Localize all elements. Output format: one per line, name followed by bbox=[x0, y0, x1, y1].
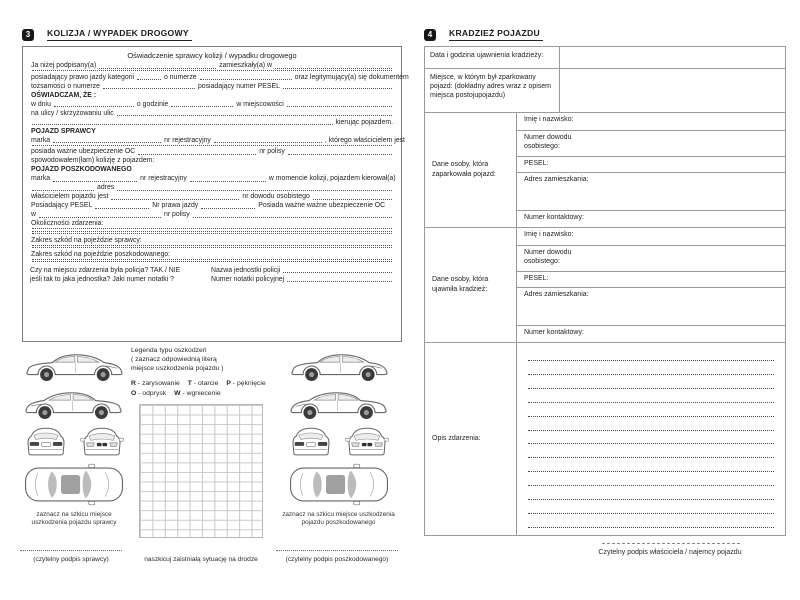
dotted-fill bbox=[53, 142, 161, 143]
car-rear-icon bbox=[23, 424, 69, 460]
legend-intro-line: ( zaznacz odpowiednią literą bbox=[131, 355, 217, 363]
form-text: oraz legitymujący(a) się dokumentem bbox=[294, 73, 409, 81]
form-text: o numerze bbox=[164, 73, 197, 81]
victim-cars-caption: zaznacz na szkicu miejsce uszkodzenia pojazdu poszkodowanego bbox=[282, 511, 395, 527]
dotted-fill bbox=[32, 124, 333, 125]
dotted-fill bbox=[214, 142, 322, 143]
form-text: tożsamości o numerze bbox=[31, 82, 100, 90]
damage-code-letter: O bbox=[131, 389, 137, 397]
dotted-fill bbox=[193, 217, 392, 218]
car-front-icon bbox=[344, 424, 390, 460]
row-value-cell bbox=[560, 69, 785, 112]
form-text: posiadający numer PESEL bbox=[197, 82, 280, 90]
dotted-fill bbox=[99, 68, 216, 69]
row-label: Data i godzina ujawnienia kradzieży: bbox=[425, 47, 560, 68]
person-field-row bbox=[517, 228, 785, 246]
form-line bbox=[30, 192, 394, 201]
person-field-label: Imię i nazwisko: bbox=[524, 116, 574, 123]
form-line bbox=[30, 165, 394, 174]
damage-code-letter: W bbox=[174, 389, 181, 397]
collision-statement-box bbox=[22, 46, 409, 342]
description-label: Opis zdarzenia: bbox=[425, 343, 517, 535]
form-line bbox=[30, 109, 394, 118]
police-field bbox=[210, 266, 394, 275]
dotted-fill bbox=[138, 154, 256, 155]
section-number-badge: 3 bbox=[22, 29, 34, 41]
damage-code bbox=[131, 380, 180, 387]
police-field-label: Nazwa jednostki policji bbox=[211, 266, 281, 274]
row-value-cell bbox=[560, 47, 785, 68]
person-group-label: Dane osoby, która ujawniła kradzież: bbox=[425, 228, 517, 342]
dotted-fill bbox=[32, 233, 392, 234]
description-dotted-line bbox=[528, 390, 774, 403]
perpetrator-signature-line bbox=[20, 550, 122, 551]
form-text: nr rejestracyjny bbox=[140, 175, 187, 182]
theft-section-header bbox=[424, 28, 543, 41]
dotted-fill bbox=[287, 281, 392, 282]
dotted-fill bbox=[103, 88, 195, 89]
legend-code-line bbox=[131, 379, 271, 388]
legend-intro bbox=[131, 347, 271, 373]
form-text: marka bbox=[31, 136, 51, 144]
person-group-label: Dane osoby, która zaparkowała pojazd: bbox=[425, 113, 517, 227]
form-text: POJAZD POSZKODOWANEGO bbox=[31, 166, 132, 173]
form-text: w bbox=[31, 211, 36, 218]
form-text: zamieszkały(a) w bbox=[219, 62, 272, 69]
form-line bbox=[30, 91, 394, 100]
form-text: nr polisy bbox=[259, 148, 285, 155]
victim-signature-line bbox=[276, 550, 398, 551]
damage-code bbox=[226, 380, 265, 387]
damage-code-letter: T bbox=[187, 380, 192, 388]
person-group-fields bbox=[517, 113, 785, 227]
dotted-fill bbox=[190, 181, 266, 182]
form-line bbox=[30, 136, 405, 145]
section-number-badge: 4 bbox=[424, 29, 436, 41]
form-text: Nr prawa jazdy bbox=[152, 202, 199, 209]
form-text: na ulicy / skrzyżowaniu ulic bbox=[31, 109, 114, 117]
police-questions bbox=[30, 266, 210, 284]
car-side-left-icon bbox=[22, 386, 126, 422]
collision-section-title: KOLIZJA / WYPADEK DROGOWY bbox=[47, 28, 192, 41]
dotted-fill bbox=[111, 199, 239, 200]
dotted-fill bbox=[200, 79, 292, 80]
table-row bbox=[425, 69, 785, 113]
table-row bbox=[425, 47, 785, 69]
description-dotted-line bbox=[528, 487, 774, 500]
damage-code-label: - odprysk bbox=[136, 389, 167, 397]
description-dotted-line bbox=[528, 473, 774, 486]
form-text: adres bbox=[97, 184, 115, 191]
perpetrator-signature-caption: (czytelny podpis sprawcy) bbox=[33, 556, 109, 563]
owner-signature-caption: Czytelny podpis właściciela / najemcy pojazdu bbox=[598, 549, 742, 556]
damage-code bbox=[188, 380, 219, 387]
dotted-fill bbox=[32, 190, 94, 191]
person-field-row bbox=[517, 272, 785, 288]
description-dotted-line bbox=[528, 362, 774, 375]
dotted-fill bbox=[313, 199, 392, 200]
form-text: posiada ważne ubezpieczenie OC bbox=[31, 148, 136, 155]
theft-report-table bbox=[424, 46, 786, 536]
person-field-label: Imię i nazwisko: bbox=[524, 231, 574, 238]
police-fields bbox=[210, 266, 394, 284]
form-text: Okoliczności zdarzenia: bbox=[31, 220, 104, 227]
police-question: jeśli tak to jaka jednostka? Jaki numer notatki ? bbox=[30, 275, 175, 283]
form-text: nr polisy bbox=[163, 211, 190, 218]
form-line bbox=[30, 174, 394, 183]
damage-code-label: - zarysowanie bbox=[135, 380, 180, 388]
form-text: w momencie kolizji, pojazdem kierował(a) bbox=[268, 175, 396, 182]
description-dotted-line bbox=[528, 515, 774, 528]
form-text: posiadający prawo jazdy kategorii bbox=[31, 73, 135, 81]
person-group-row bbox=[425, 228, 785, 343]
dotted-fill bbox=[288, 154, 392, 155]
dotted-fill bbox=[32, 247, 392, 248]
person-group-row bbox=[425, 113, 785, 228]
car-top-icon bbox=[22, 462, 126, 507]
damage-legend-column bbox=[131, 347, 271, 538]
car-side-left-icon bbox=[287, 386, 391, 422]
damage-code bbox=[131, 390, 166, 397]
form-line bbox=[30, 250, 394, 259]
form-line bbox=[30, 183, 394, 192]
form-line bbox=[30, 236, 394, 245]
dotted-fill bbox=[54, 106, 134, 107]
form-text: kierując pojazdem. bbox=[335, 118, 393, 126]
owner-signature-line bbox=[602, 543, 740, 544]
police-field bbox=[210, 275, 394, 284]
form-line bbox=[30, 118, 394, 127]
person-field-row bbox=[517, 173, 785, 211]
dotted-fill bbox=[32, 259, 392, 260]
description-dotted-line bbox=[528, 376, 774, 389]
sketch-grid bbox=[139, 404, 263, 538]
legend-codes bbox=[131, 379, 271, 398]
form-text: w miejscowości bbox=[236, 100, 284, 108]
dotted-fill bbox=[95, 208, 149, 209]
person-field-row bbox=[517, 157, 785, 173]
person-field-row bbox=[517, 326, 785, 342]
car-rear-front-pair bbox=[23, 424, 125, 460]
legend-code-line bbox=[131, 389, 271, 398]
dotted-fill bbox=[171, 106, 233, 107]
form-text: Zakres szkód na pojeździe sprawcy: bbox=[31, 236, 142, 244]
victim-car-diagrams bbox=[272, 348, 405, 527]
description-row bbox=[425, 343, 785, 535]
form-text: w dniu bbox=[31, 100, 51, 108]
description-dotted-line bbox=[528, 501, 774, 514]
form-text: Posiadający PESEL bbox=[31, 202, 93, 209]
car-rear-icon bbox=[288, 424, 334, 460]
form-text: Ja niżej podpisany(a) bbox=[31, 62, 97, 69]
car-top-icon bbox=[287, 462, 391, 507]
dotted-fill bbox=[32, 231, 392, 232]
person-field-label: Adres zamieszkania: bbox=[524, 291, 589, 298]
person-field-label: Numer kontaktowy: bbox=[524, 214, 584, 221]
car-side-right-icon bbox=[22, 348, 126, 384]
description-dotted-line bbox=[528, 459, 774, 472]
form-line bbox=[30, 127, 394, 136]
person-field-row bbox=[517, 131, 785, 157]
dotted-fill bbox=[201, 208, 255, 209]
damage-code-letter: R bbox=[131, 380, 136, 388]
dotted-fill bbox=[32, 261, 392, 262]
form-line bbox=[30, 61, 394, 70]
perpetrator-cars-caption: zaznacz na szkicu miejsce uszkodzenia pojazdu sprawcy bbox=[31, 511, 117, 527]
form-text: , którego właścicielem jest bbox=[324, 136, 405, 144]
form-text: nr dowodu osobistego bbox=[242, 193, 310, 200]
dotted-fill bbox=[32, 70, 392, 71]
car-rear-front-pair bbox=[288, 424, 390, 460]
dotted-fill bbox=[32, 145, 392, 146]
dotted-fill bbox=[117, 115, 392, 116]
person-group-fields bbox=[517, 228, 785, 342]
person-field-label: Numer kontaktowy: bbox=[524, 329, 584, 336]
dotted-fill bbox=[287, 106, 392, 107]
dotted-fill bbox=[137, 79, 161, 80]
form-line bbox=[30, 261, 394, 264]
description-dotted-line bbox=[528, 348, 774, 361]
legend-intro-line: miejsce uszkodzenia pojazdu ) bbox=[131, 364, 224, 372]
form-line bbox=[30, 147, 394, 156]
description-dotted-line bbox=[528, 418, 774, 431]
person-field-row bbox=[517, 113, 785, 131]
sketch-caption: naszkicuj zaistniałą sytuację na drodze bbox=[144, 556, 258, 563]
description-dotted-line bbox=[528, 445, 774, 458]
dotted-fill bbox=[275, 68, 392, 69]
dotted-fill bbox=[32, 245, 392, 246]
dotted-fill bbox=[39, 217, 161, 218]
form-text: spowodowałem(łam) kolizję z pojazdem: bbox=[31, 157, 155, 164]
description-dotted-line bbox=[528, 431, 774, 444]
person-field-label: Adres zamieszkania: bbox=[524, 176, 589, 183]
form-line bbox=[30, 100, 394, 109]
collision-form-heading: Oświadczenie sprawcy kolizji / wypadku drogowego bbox=[127, 51, 297, 60]
form-line bbox=[30, 201, 394, 210]
damage-code-label: - otarcie bbox=[191, 380, 219, 388]
form-text: o godzinie bbox=[136, 100, 169, 108]
description-lines-cell bbox=[517, 343, 785, 535]
legend-intro-line: Legenda typu oszkodzeń bbox=[131, 347, 207, 354]
form-lines bbox=[30, 61, 409, 264]
form-text: Zakres szkód na pojeździe poszkodowanego: bbox=[31, 250, 171, 258]
form-text: marka bbox=[31, 175, 51, 182]
damage-code-label: - pęknięcie bbox=[230, 380, 266, 388]
form-line bbox=[30, 73, 409, 82]
form-text: właścicielem pojazdu jest bbox=[31, 193, 109, 200]
perpetrator-car-diagrams bbox=[18, 348, 130, 527]
dotted-fill bbox=[53, 181, 137, 182]
dotted-fill bbox=[283, 272, 392, 273]
person-field-row bbox=[517, 246, 785, 272]
dotted-fill bbox=[283, 88, 392, 89]
victim-signature-caption: (czytelny podpis poszkodowanego) bbox=[285, 556, 389, 563]
police-block bbox=[30, 266, 394, 284]
collision-section-header bbox=[22, 28, 192, 41]
damage-code bbox=[174, 390, 220, 397]
theft-section-title: KRADZIEŻ POJAZDU bbox=[449, 28, 543, 41]
form-line bbox=[30, 156, 394, 165]
police-question: Czy na miejscu zdarzenia była policja? TAK / NIE bbox=[30, 266, 181, 274]
form-line bbox=[30, 82, 394, 91]
person-field-label: Numer dowodu osobistego: bbox=[524, 134, 572, 150]
damage-code-label: - wgniecenie bbox=[180, 389, 221, 397]
damage-code-letter: P bbox=[226, 380, 231, 388]
person-field-label: PESEL: bbox=[524, 275, 549, 282]
form-text: OŚWIADCZAM, ŻE : bbox=[31, 91, 97, 99]
dotted-fill bbox=[117, 190, 392, 191]
form-text: POJAZD SPRAWCY bbox=[31, 127, 96, 135]
form-text: nr rejestracyjny bbox=[164, 136, 211, 144]
person-field-label: Numer dowodu osobistego: bbox=[524, 249, 572, 265]
dotted-fill bbox=[32, 228, 392, 229]
police-field-label: Numer notatki policyjnej bbox=[211, 275, 285, 283]
person-field-label: PESEL: bbox=[524, 160, 549, 167]
car-side-right-icon bbox=[287, 348, 391, 384]
row-label: Miejsce, w którym był zparkowany pojazd: (dokładny adres wraz z opisem miejsca postojupojazdu) bbox=[425, 69, 560, 112]
person-field-row bbox=[517, 288, 785, 326]
car-front-icon bbox=[79, 424, 125, 460]
description-dotted-line bbox=[528, 404, 774, 417]
form-line bbox=[30, 219, 394, 228]
form-line bbox=[30, 210, 394, 219]
person-field-row bbox=[517, 211, 785, 227]
form-text: Posiada ważne ważne ubezpieczenie OC bbox=[258, 202, 386, 209]
